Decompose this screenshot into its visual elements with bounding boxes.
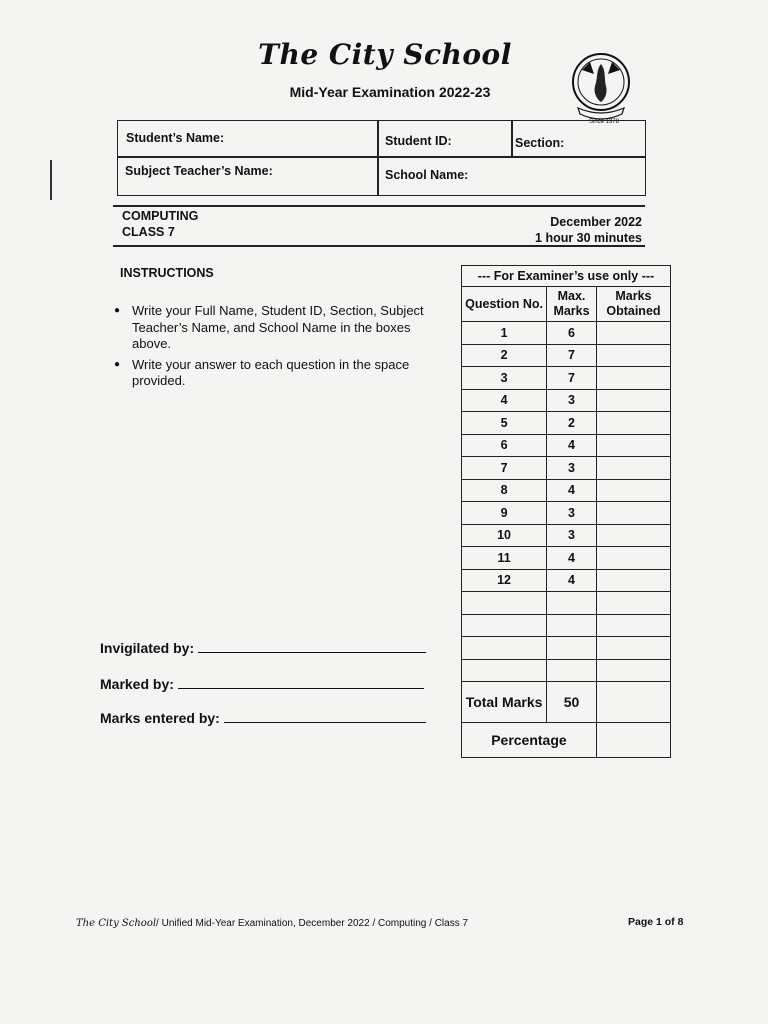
col-question: Question No. — [462, 287, 547, 322]
section-label: Section: — [515, 136, 565, 150]
table-row — [462, 569, 671, 592]
marks-obtained-cell — [596, 569, 670, 592]
question-no: 4 — [462, 389, 547, 412]
divider-top — [113, 205, 645, 207]
question-no: 8 — [462, 479, 547, 502]
subject-block — [122, 208, 198, 240]
table-row — [462, 547, 671, 570]
marks-obtained-cell — [596, 322, 670, 345]
table-row — [462, 389, 671, 412]
max-marks: 3 — [547, 524, 597, 547]
footer-brand: The City School — [76, 918, 157, 929]
table-row-empty — [462, 592, 671, 615]
question-no: 5 — [462, 412, 547, 435]
instructions-list — [112, 303, 432, 394]
student-name-label: Student’s Name: — [126, 131, 225, 145]
student-id-label: Student ID: — [385, 134, 452, 148]
page-number: Page 1 of 8 — [628, 916, 684, 928]
total-obtained-cell — [596, 682, 670, 723]
max-marks: 2 — [547, 412, 597, 435]
percentage-label: Percentage — [462, 723, 597, 758]
max-marks: 4 — [547, 547, 597, 570]
table-row — [462, 479, 671, 502]
question-no: 7 — [462, 457, 547, 480]
col-marks-obtained: Marks Obtained — [596, 287, 670, 322]
question-no: 1 — [462, 322, 547, 345]
question-no: 3 — [462, 367, 547, 390]
total-row — [462, 682, 671, 723]
col-max-marks: Max. Marks — [547, 287, 597, 322]
instruction-item: ● Write your Full Name, Student ID, Section, Subject Teacher’s Name, and School Name in the boxes above. — [112, 303, 432, 353]
student-info-box — [117, 120, 646, 196]
marks-obtained-cell — [596, 479, 670, 502]
max-marks: 4 — [547, 479, 597, 502]
marks-obtained-cell — [596, 412, 670, 435]
question-no: 6 — [462, 434, 547, 457]
question-no: 11 — [462, 547, 547, 570]
footer — [76, 918, 468, 929]
marks-obtained-cell — [596, 457, 670, 480]
max-marks: 3 — [547, 457, 597, 480]
max-marks: 7 — [547, 344, 597, 367]
question-no: 10 — [462, 524, 547, 547]
table-row — [462, 412, 671, 435]
school-name-label: School Name: — [385, 168, 469, 182]
table-row — [462, 322, 671, 345]
logo-since: Since 1978 — [588, 119, 620, 125]
examiner-title: --- For Examiner’s use only --- — [462, 266, 671, 287]
exam-duration: 1 hour 30 minutes — [535, 231, 642, 245]
invigilated-blank — [198, 640, 426, 653]
footer-text: / Unified Mid-Year Examination, December 2022 / Computing / Class 7 — [156, 918, 469, 929]
table-row — [462, 367, 671, 390]
marks-obtained-cell — [596, 434, 670, 457]
percentage-cell — [596, 723, 670, 758]
class-name: CLASS 7 — [122, 225, 175, 239]
table-row-empty — [462, 659, 671, 682]
total-marks-label: Total Marks — [462, 682, 547, 723]
table-row — [462, 524, 671, 547]
table-row — [462, 502, 671, 525]
table-row — [462, 457, 671, 480]
question-no: 9 — [462, 502, 547, 525]
invigilated-line — [100, 640, 426, 656]
instructions-heading: INSTRUCTIONS — [120, 266, 214, 280]
max-marks: 4 — [547, 569, 597, 592]
invigilated-label: Invigilated by: — [100, 640, 195, 656]
percentage-row — [462, 723, 671, 758]
divider-bottom — [113, 245, 645, 247]
examiner-marks-table — [461, 265, 671, 758]
marked-label: Marked by: — [100, 676, 174, 692]
question-no: 2 — [462, 344, 547, 367]
marks-obtained-cell — [596, 502, 670, 525]
exam-title: Mid-Year Examination 2022-23 — [289, 84, 491, 100]
date-block — [500, 214, 642, 246]
teacher-name-label: Subject Teacher’s Name: — [125, 164, 273, 178]
total-marks-value: 50 — [547, 682, 597, 723]
marked-blank — [178, 676, 424, 689]
margin-pen-mark — [50, 160, 52, 200]
table-row — [462, 344, 671, 367]
entered-label: Marks entered by: — [100, 710, 220, 726]
marks-obtained-cell — [596, 524, 670, 547]
table-row — [462, 434, 671, 457]
instruction-item: ● Write your answer to each question in the space provided. — [112, 357, 432, 390]
question-no: 12 — [462, 569, 547, 592]
entered-line — [100, 710, 426, 726]
marks-obtained-cell — [596, 344, 670, 367]
max-marks: 3 — [547, 502, 597, 525]
max-marks: 3 — [547, 389, 597, 412]
marks-obtained-cell — [596, 367, 670, 390]
max-marks: 4 — [547, 434, 597, 457]
marks-obtained-cell — [596, 389, 670, 412]
exam-date: December 2022 — [550, 215, 642, 229]
marked-line — [100, 676, 424, 692]
school-title: The City School — [258, 38, 512, 71]
max-marks: 7 — [547, 367, 597, 390]
max-marks: 6 — [547, 322, 597, 345]
marks-obtained-cell — [596, 547, 670, 570]
subject-name: COMPUTING — [122, 209, 199, 223]
entered-blank — [224, 710, 426, 723]
table-row-empty — [462, 614, 671, 637]
table-row-empty — [462, 637, 671, 660]
